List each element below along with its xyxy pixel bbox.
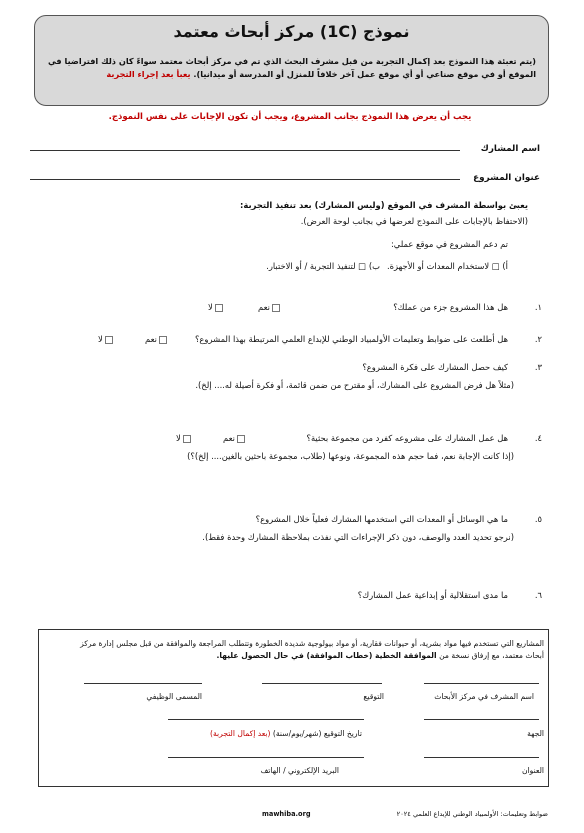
- address-label: العنوان: [522, 766, 544, 775]
- signature-line[interactable]: [262, 683, 382, 684]
- question-1-number: ١.: [534, 302, 542, 312]
- project-title-label: عنوان المشروع: [473, 173, 540, 183]
- question-2-text: هل أطلعت على ضوابط وتعليمات الأولمبياد الوطني للإبداع العلمي المرتبطة بهذا المشروع؟: [194, 334, 508, 344]
- question-4-text: هل عمل المشارك على مشروعه كفرد من مجموعة بحثية؟: [306, 433, 508, 443]
- job-title-label: المسمى الوظيفي: [146, 692, 202, 701]
- footer-site[interactable]: mawhiba.org: [262, 810, 311, 818]
- section-note: (الاحتفاظ بالإجابات على النموذج لعرضها في بجانب لوحة العرض).: [300, 216, 528, 226]
- yes-label: نعم: [223, 433, 235, 443]
- question-2-yes[interactable]: [145, 334, 169, 344]
- question-4-yes[interactable]: [223, 433, 247, 443]
- participant-name-line[interactable]: [30, 150, 460, 151]
- question-6-number: ٦.: [534, 590, 542, 600]
- approval-line-1: المشاريع التي تستخدم فيها مواد بشرية، أو حيوانات فقارية، أو مواد بيولوجية شديدة الخطورة وتتطلب المراجعة والموافقة من قبل مجلس إدارة مركز: [80, 639, 544, 648]
- email-phone-line[interactable]: [168, 757, 364, 758]
- no-label: لا: [208, 302, 213, 312]
- approval-text: [44, 638, 544, 662]
- question-4-sub: (إذا كانت الإجابة نعم، فما حجم هذه المجموعة، ونوعها (طلاب، مجموعة باحثين بالغين.... إلخ)؟): [187, 451, 514, 461]
- checkbox-icon: [105, 336, 113, 344]
- entity-label: الجهة: [527, 729, 544, 738]
- yes-label: نعم: [145, 334, 157, 344]
- checkbox-icon: [215, 304, 223, 312]
- no-label: لا: [98, 334, 103, 344]
- question-4-number: ٤.: [534, 433, 542, 443]
- question-4-no[interactable]: [176, 433, 193, 443]
- date-label: [210, 729, 362, 738]
- footer-source: ضوابط وتعليمات: الأولمبياد الوطني للإبداع العلمي ٢٠٢٤: [396, 810, 548, 818]
- checkbox-icon: [159, 336, 167, 344]
- intro-main: (يتم تعبئة هذا النموذج بعد إكمال التجربة من قبل مشرف البحث الذي تم في مركز أبحاث معتمد سواءً كان ذلك افتراضيا في الموقع أو في موقع صناعي أو أي موقع عمل آخر خلافاً للمنزل أو المدرسة أو ميدانيا).: [48, 56, 536, 79]
- project-title-line[interactable]: [30, 179, 460, 180]
- checkbox-icon: [237, 435, 245, 443]
- question-1-text: هل هذا المشروع جزء من عملك؟: [393, 302, 508, 312]
- intro-text: [48, 55, 536, 81]
- intro-red-note: يعبأ بعد إجراء التجربة: [106, 69, 191, 79]
- question-1-yes[interactable]: [258, 302, 282, 312]
- date-line[interactable]: [168, 719, 364, 720]
- no-label: لا: [176, 433, 181, 443]
- option-a[interactable]: أ) □ لاستخدام المعدات أو الأجهزة.: [386, 261, 508, 271]
- question-3-number: ٣.: [534, 362, 542, 372]
- supervisor-name-label: اسم المشرف في مركز الأبحاث: [434, 692, 534, 701]
- form-title: نموذج (1C) مركز أبحاث معتمد: [173, 22, 410, 41]
- entity-line[interactable]: [424, 719, 539, 720]
- signature-label: التوقيع: [363, 692, 384, 701]
- question-3-text: كيف حصل المشارك على فكرة المشروع؟: [362, 362, 508, 372]
- question-2-number: ٢.: [534, 334, 542, 344]
- job-title-line[interactable]: [84, 683, 202, 684]
- supervisor-name-line[interactable]: [424, 683, 539, 684]
- date-label-text: تاريخ التوقيع (شهر/يوم/سنة): [272, 729, 362, 738]
- question-3-sub: (مثلاً هل فرض المشروع على المشارك، أو مقترح من ضمن قائمة، أو فكرة أصيلة له.... إلخ).: [195, 380, 514, 390]
- date-label-red: (بعد إكمال التجربة): [210, 729, 271, 738]
- display-notice: يجب أن يعرض هذا النموذج بجانب المشروع، ويجب أن تكون الإجابات على نفس النموذج.: [108, 112, 472, 122]
- question-2-no[interactable]: [98, 334, 115, 344]
- question-6-text: ما مدى استقلالية أو إبداعية عمل المشارك؟: [357, 590, 508, 600]
- email-phone-label: البريد الإلكتروني / الهاتف: [260, 766, 339, 775]
- approval-line-2-bold: الموافقة الخطية (خطاب الموافقة) في حال الحصول عليها.: [216, 651, 437, 660]
- participant-name-label: اسم المشارك: [480, 144, 540, 154]
- approval-line-2-plain: أبحاث معتمد، مع إرفاق نسخة من: [439, 651, 544, 660]
- yes-label: نعم: [258, 302, 270, 312]
- question-5-number: ٥.: [534, 514, 542, 524]
- question-1-no[interactable]: [208, 302, 225, 312]
- checkbox-icon: [183, 435, 191, 443]
- question-5-sub: (نرجو تحديد العدد والوصف، دون ذكر الإجراءات التي نفذت بملاحظة المشارك وحدة فقط).: [202, 532, 514, 542]
- supported-label: تم دعم المشروع في موقع عملي:: [390, 239, 508, 249]
- checkbox-icon: [272, 304, 280, 312]
- approval-line-2: [44, 650, 544, 662]
- address-line[interactable]: [424, 757, 539, 758]
- section-heading: يعبئ بواسطة المشرف في الموقع (وليس المشارك) بعد تنفيذ التجربة:: [240, 200, 528, 210]
- question-5-text: ما هي الوسائل أو المعدات التي استخدمها المشارك فعلياً خلال المشروع؟: [255, 514, 508, 524]
- option-b[interactable]: ب) □ لتنفيذ التجربة / أو الاختبار.: [266, 261, 380, 271]
